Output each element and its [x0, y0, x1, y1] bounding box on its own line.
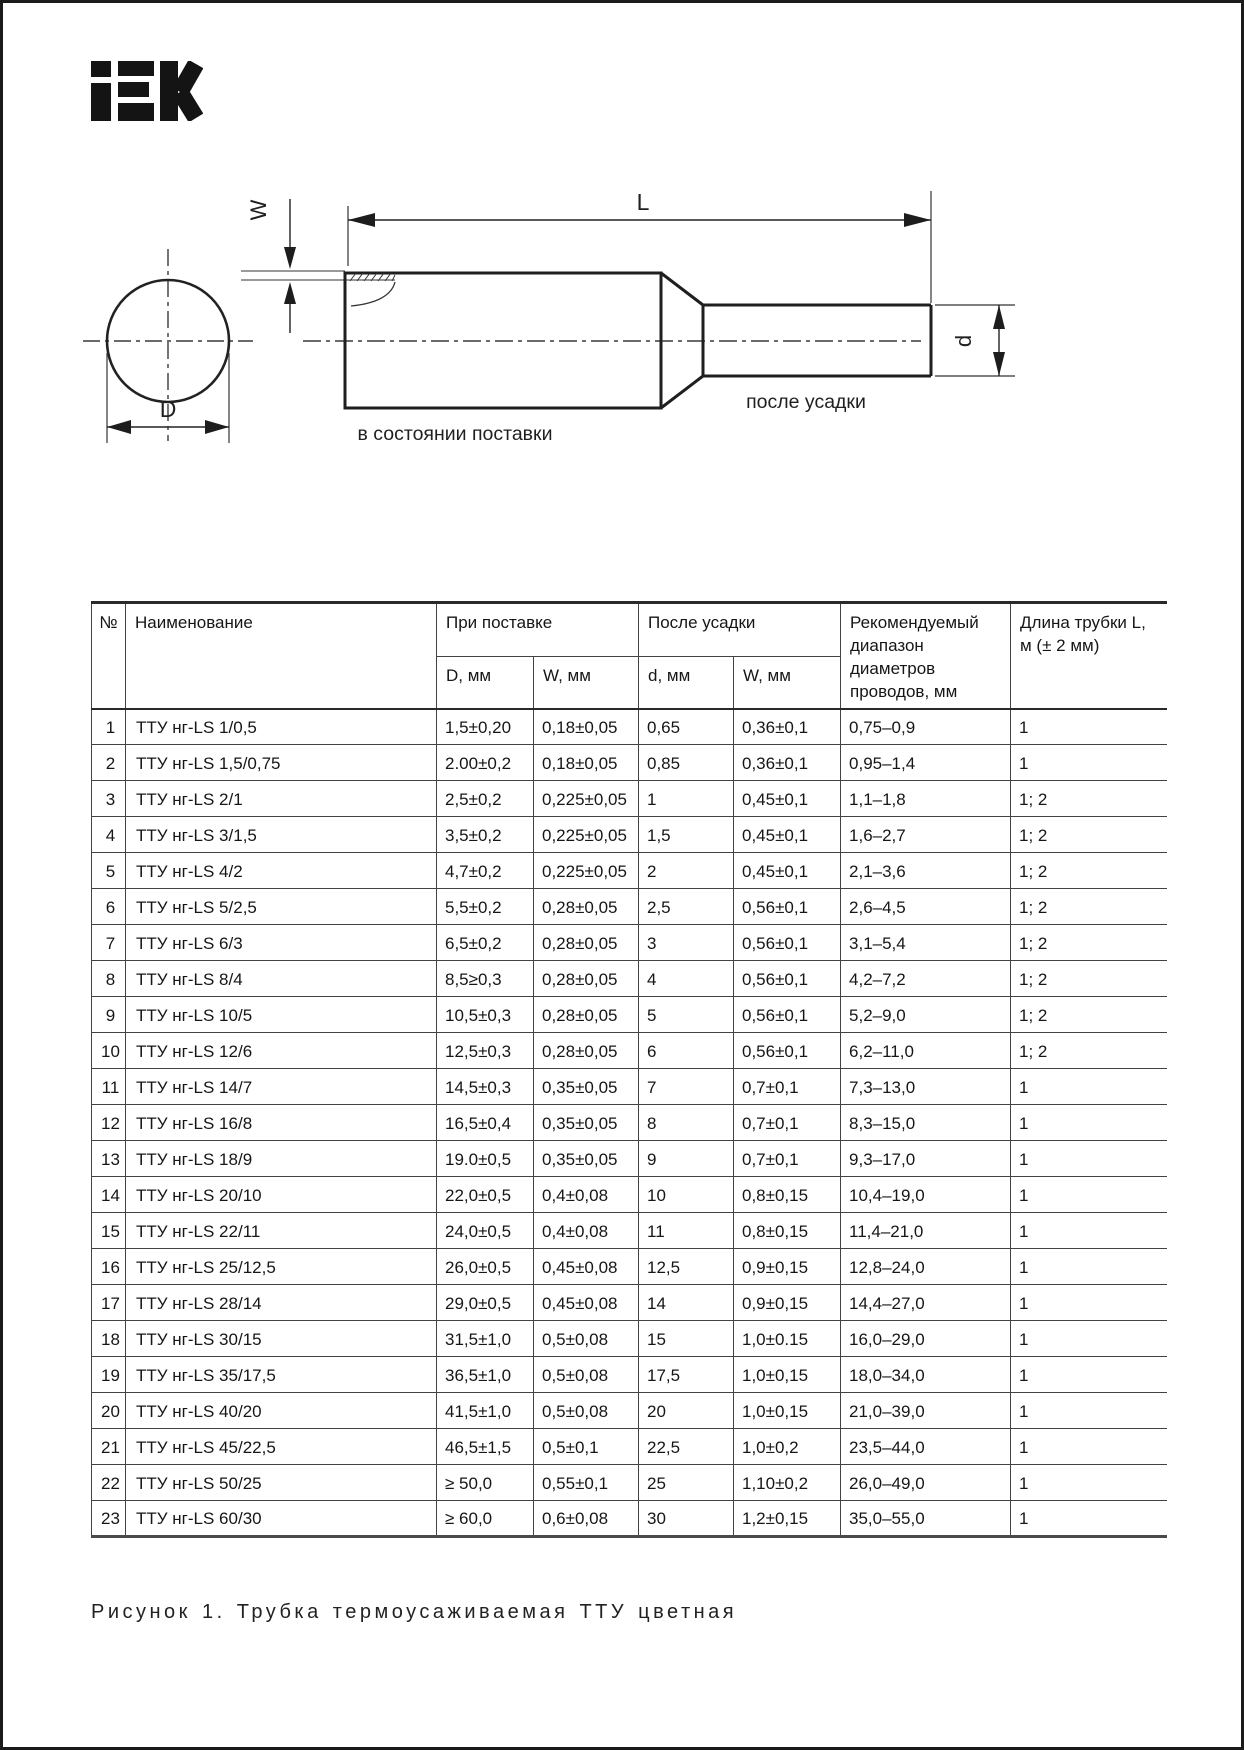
- cell-num: 3: [92, 781, 126, 817]
- dim-label-d: d: [951, 334, 976, 348]
- cell-name: ТТУ нг-LS 35/17,5: [126, 1357, 437, 1393]
- cell-d-shrunk: 25: [639, 1465, 734, 1501]
- cell-length: 1; 2: [1011, 781, 1167, 817]
- dd-arrow-down: [993, 352, 1005, 376]
- cell-range: 26,0–49,0: [841, 1465, 1011, 1501]
- figure-caption: Рисунок 1. Трубка термоусаживаемая ТТУ цветная: [91, 1601, 738, 1623]
- cell-num: 12: [92, 1105, 126, 1141]
- cell-num: 16: [92, 1249, 126, 1285]
- cell-w-shrunk: 0,36±0,1: [734, 709, 841, 745]
- cell-d-supply: 8,5≥0,3: [437, 961, 534, 997]
- cell-num: 18: [92, 1321, 126, 1357]
- table-row: [92, 1141, 1167, 1177]
- label-supply-state: в состоянии поставки: [357, 423, 553, 445]
- label-after-shrink: после усадки: [746, 391, 866, 413]
- cell-d-supply: 31,5±1,0: [437, 1321, 534, 1357]
- table-row: [92, 1321, 1167, 1357]
- cell-d-supply: ≥ 50,0: [437, 1465, 534, 1501]
- cell-d-shrunk: 3: [639, 925, 734, 961]
- cell-length: 1: [1011, 1393, 1167, 1429]
- cell-name: ТТУ нг-LS 10/5: [126, 997, 437, 1033]
- cell-range: 9,3–17,0: [841, 1141, 1011, 1177]
- cell-length: 1: [1011, 1177, 1167, 1213]
- cell-d-supply: 2,5±0,2: [437, 781, 534, 817]
- cell-length: 1: [1011, 1105, 1167, 1141]
- cell-w-supply: 0,28±0,05: [534, 997, 639, 1033]
- table-row: [92, 1213, 1167, 1249]
- cell-name: ТТУ нг-LS 28/14: [126, 1285, 437, 1321]
- l-arrow-left: [348, 213, 375, 227]
- cell-num: 11: [92, 1069, 126, 1105]
- cell-num: 2: [92, 745, 126, 781]
- cell-num: 19: [92, 1357, 126, 1393]
- cell-w-supply: 0,4±0,08: [534, 1177, 639, 1213]
- cell-name: ТТУ нг-LS 25/12,5: [126, 1249, 437, 1285]
- cell-d-supply: 16,5±0,4: [437, 1105, 534, 1141]
- table-row: [92, 889, 1167, 925]
- cell-w-supply: 0,18±0,05: [534, 709, 639, 745]
- cell-range: 10,4–19,0: [841, 1177, 1011, 1213]
- cell-w-supply: 0,35±0,05: [534, 1105, 639, 1141]
- cell-length: 1: [1011, 1465, 1167, 1501]
- taper-bottom: [661, 376, 703, 408]
- cell-num: 10: [92, 1033, 126, 1069]
- cell-num: 6: [92, 889, 126, 925]
- d-arrow-right: [205, 420, 229, 434]
- cell-w-supply: 0,35±0,05: [534, 1069, 639, 1105]
- cell-range: 2,6–4,5: [841, 889, 1011, 925]
- col-group-at-supply: При поставке: [437, 603, 639, 657]
- cell-w-supply: 0,28±0,05: [534, 889, 639, 925]
- col-header-w-shrunk: W, мм: [734, 656, 841, 708]
- cell-d-shrunk: 22,5: [639, 1429, 734, 1465]
- cell-name: ТТУ нг-LS 1,5/0,75: [126, 745, 437, 781]
- cell-d-supply: 46,5±1,5: [437, 1429, 534, 1465]
- cell-d-supply: 24,0±0,5: [437, 1213, 534, 1249]
- cell-name: ТТУ нг-LS 14/7: [126, 1069, 437, 1105]
- table-row: [92, 1285, 1167, 1321]
- cell-name: ТТУ нг-LS 12/6: [126, 1033, 437, 1069]
- cell-name: ТТУ нг-LS 45/22,5: [126, 1429, 437, 1465]
- cell-d-shrunk: 9: [639, 1141, 734, 1177]
- cell-d-supply: 5,5±0,2: [437, 889, 534, 925]
- cell-w-supply: 0,28±0,05: [534, 961, 639, 997]
- cell-range: 35,0–55,0: [841, 1501, 1011, 1537]
- cell-d-supply: 12,5±0,3: [437, 1033, 534, 1069]
- cell-d-supply: 3,5±0,2: [437, 817, 534, 853]
- table-row: [92, 817, 1167, 853]
- cell-length: 1: [1011, 1501, 1167, 1537]
- cell-length: 1: [1011, 709, 1167, 745]
- cell-d-supply: 10,5±0,3: [437, 997, 534, 1033]
- cell-w-shrunk: 0,45±0,1: [734, 781, 841, 817]
- cell-d-shrunk: 17,5: [639, 1357, 734, 1393]
- cell-d-shrunk: 11: [639, 1213, 734, 1249]
- cell-range: 23,5–44,0: [841, 1429, 1011, 1465]
- cell-length: 1: [1011, 745, 1167, 781]
- cell-name: ТТУ нг-LS 40/20: [126, 1393, 437, 1429]
- table-row: [92, 1105, 1167, 1141]
- cell-w-shrunk: 0,45±0,1: [734, 853, 841, 889]
- cell-range: 12,8–24,0: [841, 1249, 1011, 1285]
- cell-w-supply: 0,6±0,08: [534, 1501, 639, 1537]
- cell-w-shrunk: 1,0±0,15: [734, 1393, 841, 1429]
- col-header-length: Длина трубки L, м (± 2 мм): [1011, 603, 1167, 709]
- cell-d-shrunk: 0,65: [639, 709, 734, 745]
- cell-w-supply: 0,225±0,05: [534, 817, 639, 853]
- dim-label-W: W: [246, 199, 271, 221]
- cell-w-shrunk: 0,8±0,15: [734, 1177, 841, 1213]
- cell-range: 2,1–3,6: [841, 853, 1011, 889]
- cell-range: 0,95–1,4: [841, 745, 1011, 781]
- cell-num: 14: [92, 1177, 126, 1213]
- cell-w-supply: 0,5±0,1: [534, 1429, 639, 1465]
- cell-d-supply: 26,0±0,5: [437, 1249, 534, 1285]
- cell-length: 1; 2: [1011, 889, 1167, 925]
- col-group-after-shrink: После усадки: [639, 603, 841, 657]
- cell-w-supply: 0,5±0,08: [534, 1393, 639, 1429]
- cell-w-supply: 0,45±0,08: [534, 1249, 639, 1285]
- cell-d-shrunk: 1: [639, 781, 734, 817]
- cell-w-supply: 0,225±0,05: [534, 853, 639, 889]
- cell-num: 1: [92, 709, 126, 745]
- cell-name: ТТУ нг-LS 2/1: [126, 781, 437, 817]
- l-arrow-right: [904, 213, 931, 227]
- cell-num: 17: [92, 1285, 126, 1321]
- table-row: [92, 1033, 1167, 1069]
- cell-w-shrunk: 0,56±0,1: [734, 997, 841, 1033]
- cell-d-supply: ≥ 60,0: [437, 1501, 534, 1537]
- cell-range: 0,75–0,9: [841, 709, 1011, 745]
- cell-w-supply: 0,35±0,05: [534, 1141, 639, 1177]
- cell-range: 6,2–11,0: [841, 1033, 1011, 1069]
- cell-d-shrunk: 2: [639, 853, 734, 889]
- cell-range: 4,2–7,2: [841, 961, 1011, 997]
- cell-num: 13: [92, 1141, 126, 1177]
- taper-top: [661, 273, 703, 305]
- cell-d-supply: 41,5±1,0: [437, 1393, 534, 1429]
- cell-w-shrunk: 0,8±0,15: [734, 1213, 841, 1249]
- cell-w-shrunk: 0,7±0,1: [734, 1105, 841, 1141]
- table-row: [92, 1393, 1167, 1429]
- d-arrow-left: [107, 420, 131, 434]
- cell-d-shrunk: 20: [639, 1393, 734, 1429]
- cell-d-shrunk: 12,5: [639, 1249, 734, 1285]
- cell-range: 21,0–39,0: [841, 1393, 1011, 1429]
- cell-w-shrunk: 0,56±0,1: [734, 925, 841, 961]
- cell-length: 1: [1011, 1249, 1167, 1285]
- table-row: [92, 997, 1167, 1033]
- cell-d-supply: 22,0±0,5: [437, 1177, 534, 1213]
- cell-d-supply: 19.0±0,5: [437, 1141, 534, 1177]
- cell-d-supply: 14,5±0,3: [437, 1069, 534, 1105]
- cell-length: 1; 2: [1011, 997, 1167, 1033]
- w-arrow-up: [284, 282, 296, 304]
- cell-d-shrunk: 30: [639, 1501, 734, 1537]
- cell-length: 1; 2: [1011, 1033, 1167, 1069]
- cell-name: ТТУ нг-LS 18/9: [126, 1141, 437, 1177]
- cell-range: 16,0–29,0: [841, 1321, 1011, 1357]
- cell-range: 1,1–1,8: [841, 781, 1011, 817]
- cell-w-shrunk: 1,0±0.15: [734, 1321, 841, 1357]
- cell-w-shrunk: 1,10±0,2: [734, 1465, 841, 1501]
- cell-length: 1: [1011, 1285, 1167, 1321]
- cell-d-supply: 36,5±1,0: [437, 1357, 534, 1393]
- cell-range: 3,1–5,4: [841, 925, 1011, 961]
- cell-name: ТТУ нг-LS 8/4: [126, 961, 437, 997]
- cell-w-shrunk: 0,36±0,1: [734, 745, 841, 781]
- cell-num: 23: [92, 1501, 126, 1537]
- cell-d-shrunk: 7: [639, 1069, 734, 1105]
- cell-w-supply: 0,55±0,1: [534, 1465, 639, 1501]
- cell-name: ТТУ нг-LS 30/15: [126, 1321, 437, 1357]
- table-row: [92, 1249, 1167, 1285]
- cell-num: 15: [92, 1213, 126, 1249]
- cell-w-shrunk: 0,7±0,1: [734, 1141, 841, 1177]
- w-arrow-down: [284, 247, 296, 269]
- cell-length: 1; 2: [1011, 817, 1167, 853]
- cell-range: 11,4–21,0: [841, 1213, 1011, 1249]
- cell-d-supply: 1,5±0,20: [437, 709, 534, 745]
- table-row: [92, 1429, 1167, 1465]
- cell-d-shrunk: 10: [639, 1177, 734, 1213]
- cell-d-shrunk: 0,85: [639, 745, 734, 781]
- cell-w-supply: 0,45±0,08: [534, 1285, 639, 1321]
- cell-range: 8,3–15,0: [841, 1105, 1011, 1141]
- col-header-range: Рекомендуемый диапазон диаметров проводов, мм: [841, 603, 1011, 709]
- cell-range: 7,3–13,0: [841, 1069, 1011, 1105]
- cell-name: ТТУ нг-LS 3/1,5: [126, 817, 437, 853]
- cell-name: ТТУ нг-LS 50/25: [126, 1465, 437, 1501]
- cell-range: 18,0–34,0: [841, 1357, 1011, 1393]
- cell-length: 1; 2: [1011, 853, 1167, 889]
- cell-num: 7: [92, 925, 126, 961]
- cell-length: 1; 2: [1011, 961, 1167, 997]
- cell-name: ТТУ нг-LS 60/30: [126, 1501, 437, 1537]
- cell-d-shrunk: 2,5: [639, 889, 734, 925]
- cell-d-shrunk: 15: [639, 1321, 734, 1357]
- cell-w-shrunk: 0,7±0,1: [734, 1069, 841, 1105]
- cell-w-supply: 0,4±0,08: [534, 1213, 639, 1249]
- cell-num: 4: [92, 817, 126, 853]
- cell-w-supply: 0,225±0,05: [534, 781, 639, 817]
- col-header-w-supply: W, мм: [534, 656, 639, 708]
- cell-d-shrunk: 14: [639, 1285, 734, 1321]
- cell-d-supply: 2.00±0,2: [437, 745, 534, 781]
- cell-d-supply: 6,5±0,2: [437, 925, 534, 961]
- cell-w-supply: 0,28±0,05: [534, 925, 639, 961]
- cell-w-supply: 0,18±0,05: [534, 745, 639, 781]
- cell-name: ТТУ нг-LS 16/8: [126, 1105, 437, 1141]
- cell-d-shrunk: 1,5: [639, 817, 734, 853]
- table-row: [92, 1069, 1167, 1105]
- table-row: [92, 1501, 1167, 1537]
- cell-length: 1: [1011, 1141, 1167, 1177]
- table-row: [92, 853, 1167, 889]
- cell-w-shrunk: 0,9±0,15: [734, 1285, 841, 1321]
- cell-name: ТТУ нг-LS 22/11: [126, 1213, 437, 1249]
- technical-drawing: [3, 3, 1244, 503]
- cell-name: ТТУ нг-LS 6/3: [126, 925, 437, 961]
- cell-w-shrunk: 0,56±0,1: [734, 1033, 841, 1069]
- wall-lip-curve: [351, 282, 395, 306]
- cell-length: 1: [1011, 1429, 1167, 1465]
- cell-length: 1; 2: [1011, 925, 1167, 961]
- cell-d-shrunk: 5: [639, 997, 734, 1033]
- col-header-d-shrunk: d, мм: [639, 656, 734, 708]
- cell-d-supply: 4,7±0,2: [437, 853, 534, 889]
- cell-name: ТТУ нг-LS 5/2,5: [126, 889, 437, 925]
- cell-name: ТТУ нг-LS 20/10: [126, 1177, 437, 1213]
- cell-length: 1: [1011, 1213, 1167, 1249]
- cell-w-supply: 0,5±0,08: [534, 1357, 639, 1393]
- cell-num: 22: [92, 1465, 126, 1501]
- col-header-d-supply: D, мм: [437, 656, 534, 708]
- cell-num: 5: [92, 853, 126, 889]
- cell-num: 21: [92, 1429, 126, 1465]
- cell-w-shrunk: 0,56±0,1: [734, 889, 841, 925]
- cell-d-shrunk: 6: [639, 1033, 734, 1069]
- table-row: [92, 745, 1167, 781]
- cell-w-shrunk: 1,0±0,15: [734, 1357, 841, 1393]
- table-row: [92, 925, 1167, 961]
- table-row: [92, 709, 1167, 745]
- cell-range: 14,4–27,0: [841, 1285, 1011, 1321]
- dd-arrow-up: [993, 305, 1005, 329]
- cell-d-shrunk: 8: [639, 1105, 734, 1141]
- cell-num: 20: [92, 1393, 126, 1429]
- spec-table-body: [92, 709, 1167, 1537]
- cell-length: 1: [1011, 1069, 1167, 1105]
- cell-w-supply: 0,28±0,05: [534, 1033, 639, 1069]
- cell-length: 1: [1011, 1357, 1167, 1393]
- cell-d-supply: 29,0±0,5: [437, 1285, 534, 1321]
- cell-num: 9: [92, 997, 126, 1033]
- spec-table: [91, 601, 1167, 1538]
- cell-length: 1: [1011, 1321, 1167, 1357]
- table-row: [92, 961, 1167, 997]
- table-row: [92, 1357, 1167, 1393]
- cell-w-shrunk: 1,0±0,2: [734, 1429, 841, 1465]
- col-header-num: №: [92, 603, 126, 709]
- cell-name: ТТУ нг-LS 4/2: [126, 853, 437, 889]
- table-row: [92, 781, 1167, 817]
- table-row: [92, 1177, 1167, 1213]
- cell-range: 5,2–9,0: [841, 997, 1011, 1033]
- cell-d-shrunk: 4: [639, 961, 734, 997]
- dim-label-D: D: [159, 396, 177, 422]
- cell-w-shrunk: 0,9±0,15: [734, 1249, 841, 1285]
- cell-w-shrunk: 0,56±0,1: [734, 961, 841, 997]
- dim-label-L: L: [636, 189, 650, 215]
- table-row: [92, 1465, 1167, 1501]
- cell-num: 8: [92, 961, 126, 997]
- cell-w-shrunk: 1,2±0,15: [734, 1501, 841, 1537]
- cell-w-shrunk: 0,45±0,1: [734, 817, 841, 853]
- col-header-name: Наименование: [126, 603, 437, 709]
- cell-range: 1,6–2,7: [841, 817, 1011, 853]
- cell-w-supply: 0,5±0,08: [534, 1321, 639, 1357]
- cell-name: ТТУ нг-LS 1/0,5: [126, 709, 437, 745]
